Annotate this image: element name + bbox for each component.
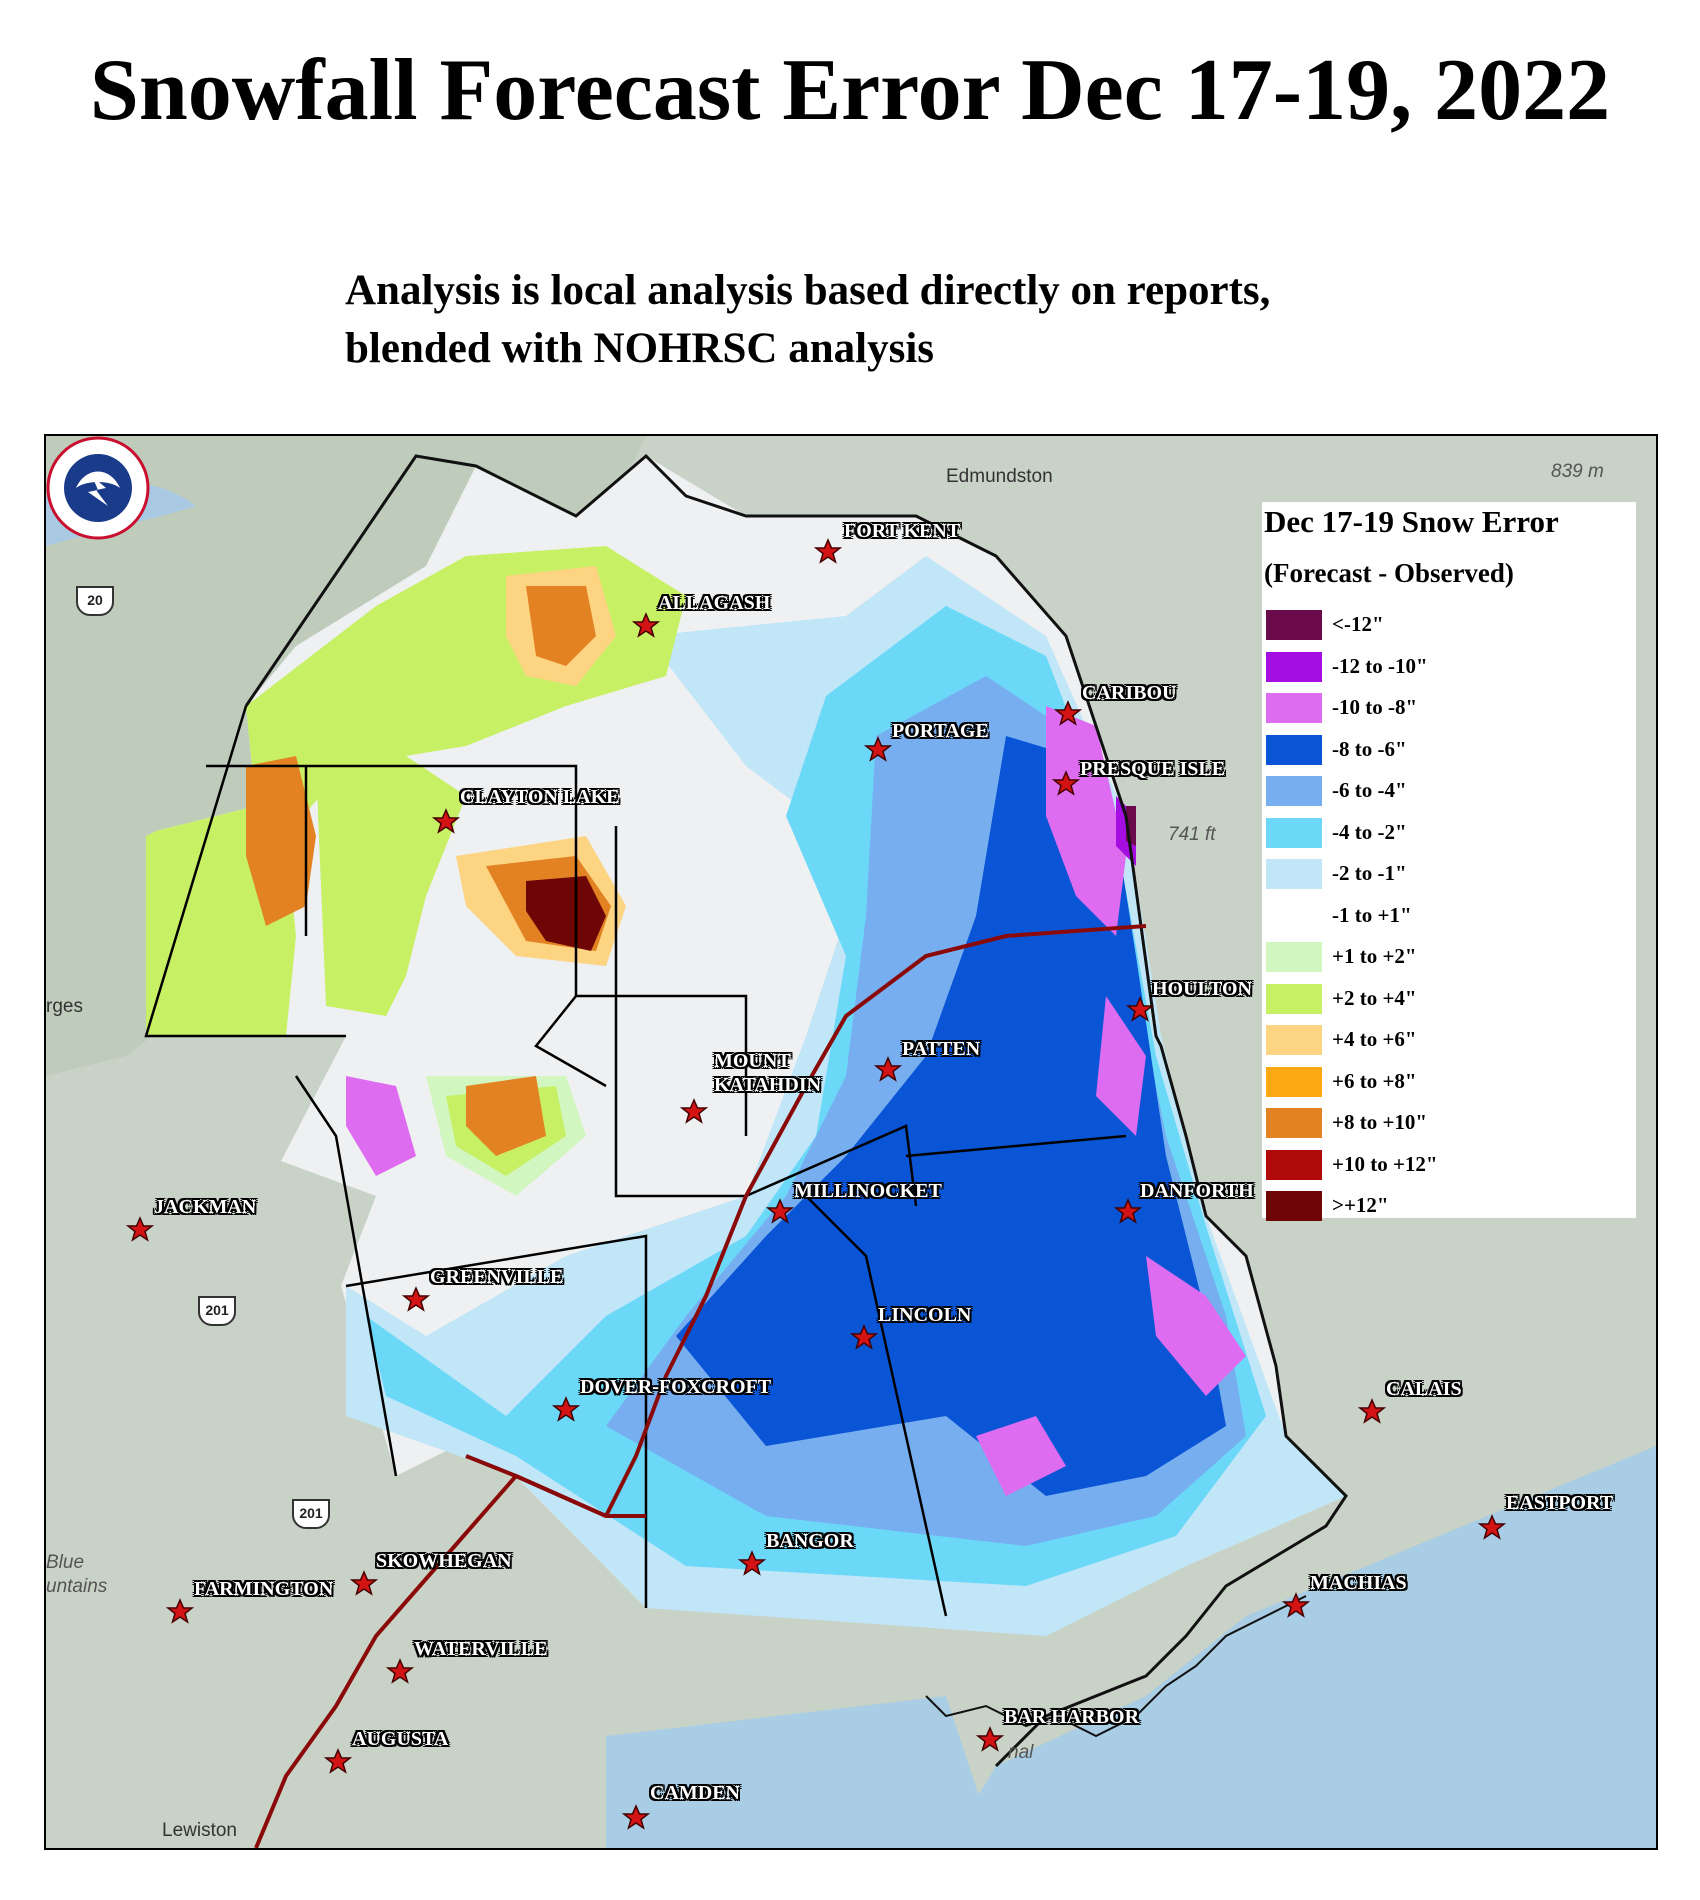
city-star[interactable] (876, 1058, 900, 1080)
city-label: DOVER-FOXCROFT (580, 1376, 772, 1398)
city-star[interactable] (1480, 1516, 1504, 1538)
subtitle-line-2: blended with NOHRSC analysis (345, 325, 935, 372)
legend-item (1262, 1148, 1632, 1180)
legend-label: -10 to -8" (1332, 695, 1418, 719)
legend-label: -8 to -6" (1332, 736, 1407, 761)
city-star[interactable] (624, 1806, 648, 1828)
city-label: SKOWHEGAN (376, 1550, 512, 1572)
legend-item (1262, 650, 1632, 682)
city-label: LINCOLN (878, 1304, 972, 1326)
city-star[interactable] (740, 1552, 764, 1574)
city-star[interactable] (1360, 1400, 1384, 1422)
city-label: PATTEN (902, 1038, 981, 1060)
legend-item (1262, 608, 1632, 640)
legend-swatch (1266, 1067, 1322, 1097)
legend-item (1262, 691, 1632, 723)
city-star[interactable] (768, 1200, 792, 1222)
city-star[interactable] (404, 1288, 428, 1310)
city-star[interactable] (1284, 1594, 1308, 1616)
city-star[interactable] (1116, 1200, 1140, 1222)
legend-swatch (1266, 610, 1322, 640)
legend-swatch (1266, 1025, 1322, 1055)
city-label: GREENVILLE (430, 1266, 564, 1288)
city-label: FARMINGTON (194, 1578, 334, 1600)
city-star[interactable] (554, 1398, 578, 1420)
city-star[interactable] (128, 1218, 152, 1240)
city-star[interactable] (682, 1100, 706, 1122)
route-shield: 20 (76, 586, 114, 616)
legend-label: -1 to +1" (1332, 902, 1412, 927)
city-label: KATAHDIN (714, 1074, 822, 1096)
city-star[interactable] (352, 1572, 376, 1594)
city-label: BAR HARBOR (1004, 1706, 1140, 1728)
subtitle-line-1: Analysis is local analysis based directly on reports, (345, 267, 1271, 314)
legend-label: +1 to +2" (1332, 944, 1417, 968)
basemap-label: 741 ft (1168, 824, 1216, 845)
basemap-label: 839 m (1551, 461, 1604, 482)
legend-swatch (1266, 1150, 1322, 1180)
legend-item (1262, 1023, 1632, 1055)
city-star[interactable] (978, 1728, 1002, 1750)
legend-item (1262, 899, 1632, 931)
legend-swatch (1266, 859, 1322, 889)
city-label: HOULTON (1152, 978, 1253, 1000)
city-label: DANFORTH (1140, 1180, 1254, 1202)
legend-swatch (1266, 901, 1322, 931)
legend-label: +4 to +6" (1332, 1027, 1417, 1051)
city-label: EASTPORT (1506, 1492, 1614, 1514)
city-star[interactable] (852, 1326, 876, 1348)
legend-swatch (1266, 818, 1322, 848)
city-label: FORT KENT (844, 520, 961, 542)
city-label: CLAYTON LAKE (460, 786, 620, 808)
legend-label: -6 to -4" (1332, 778, 1407, 802)
city-star[interactable] (634, 614, 658, 636)
city-star[interactable] (866, 738, 890, 760)
city-label: JACKMAN (154, 1196, 257, 1218)
basemap-label: rges (46, 996, 83, 1017)
legend-label: +8 to +10" (1332, 1110, 1428, 1134)
chart-title: Snowfall Forecast Error Dec 17-19, 2022 (89, 42, 1611, 139)
legend-label: +10 to +12" (1332, 1151, 1438, 1176)
city-star[interactable] (1128, 998, 1152, 1020)
city-star[interactable] (388, 1660, 412, 1682)
legend-item (1262, 940, 1632, 972)
city-star[interactable] (168, 1600, 192, 1622)
legend-label: <-12" (1332, 612, 1384, 636)
city-star[interactable] (1054, 772, 1078, 794)
city-label: CARIBOU (1082, 682, 1177, 704)
route-shield: 201 (198, 1296, 236, 1326)
city-label: ALLAGASH (658, 592, 771, 614)
city-star[interactable] (1056, 702, 1080, 724)
legend (1262, 502, 1636, 1218)
city-label: MILLINOCKET (794, 1180, 942, 1202)
basemap-label: Blue (46, 1552, 85, 1573)
legend-item (1262, 1106, 1632, 1138)
city-star[interactable] (816, 540, 840, 562)
legend-item (1262, 816, 1632, 848)
route-shield: 201 (292, 1499, 330, 1529)
city-label: CAMDEN (650, 1782, 740, 1804)
legend-swatch (1266, 942, 1322, 972)
legend-swatch (1266, 693, 1322, 723)
legend-item (1262, 1189, 1632, 1221)
legend-item (1262, 774, 1632, 806)
legend-swatch (1266, 1191, 1322, 1221)
legend-label: -4 to -2" (1332, 819, 1407, 844)
legend-item (1262, 982, 1632, 1014)
city-label: PORTAGE (892, 720, 989, 742)
legend-label: -2 to -1" (1332, 861, 1407, 885)
legend-item (1262, 733, 1632, 765)
legend-label: +6 to +8" (1332, 1068, 1417, 1093)
basemap-label: Edmundston (946, 466, 1053, 487)
legend-label: +2 to +4" (1332, 985, 1417, 1010)
basemap-label: nal (1008, 1742, 1034, 1763)
legend-subtitle: (Forecast - Observed) (1264, 558, 1514, 588)
legend-title: Dec 17-19 Snow Error (1264, 504, 1559, 539)
legend-label: >+12" (1332, 1193, 1389, 1217)
basemap-label: Lewiston (162, 1820, 237, 1841)
city-label: BANGOR (766, 1530, 854, 1552)
basemap-label: untains (46, 1576, 108, 1597)
legend-swatch (1266, 776, 1322, 806)
legend-item (1262, 857, 1632, 889)
legend-swatch (1266, 652, 1322, 682)
city-star[interactable] (434, 810, 458, 832)
city-label: AUGUSTA (352, 1728, 449, 1750)
legend-label: -12 to -10" (1332, 653, 1428, 678)
legend-swatch (1266, 1108, 1322, 1138)
city-label: MACHIAS (1310, 1572, 1407, 1594)
city-label: MOUNT (714, 1050, 791, 1072)
legend-swatch (1266, 984, 1322, 1014)
city-label: WATERVILLE (414, 1638, 548, 1660)
city-star[interactable] (326, 1750, 350, 1772)
city-label: PRESQUE ISLE (1080, 758, 1226, 780)
city-label: CALAIS (1386, 1378, 1462, 1400)
legend-swatch (1266, 735, 1322, 765)
legend-item (1262, 1065, 1632, 1097)
subtitle (345, 262, 1270, 378)
